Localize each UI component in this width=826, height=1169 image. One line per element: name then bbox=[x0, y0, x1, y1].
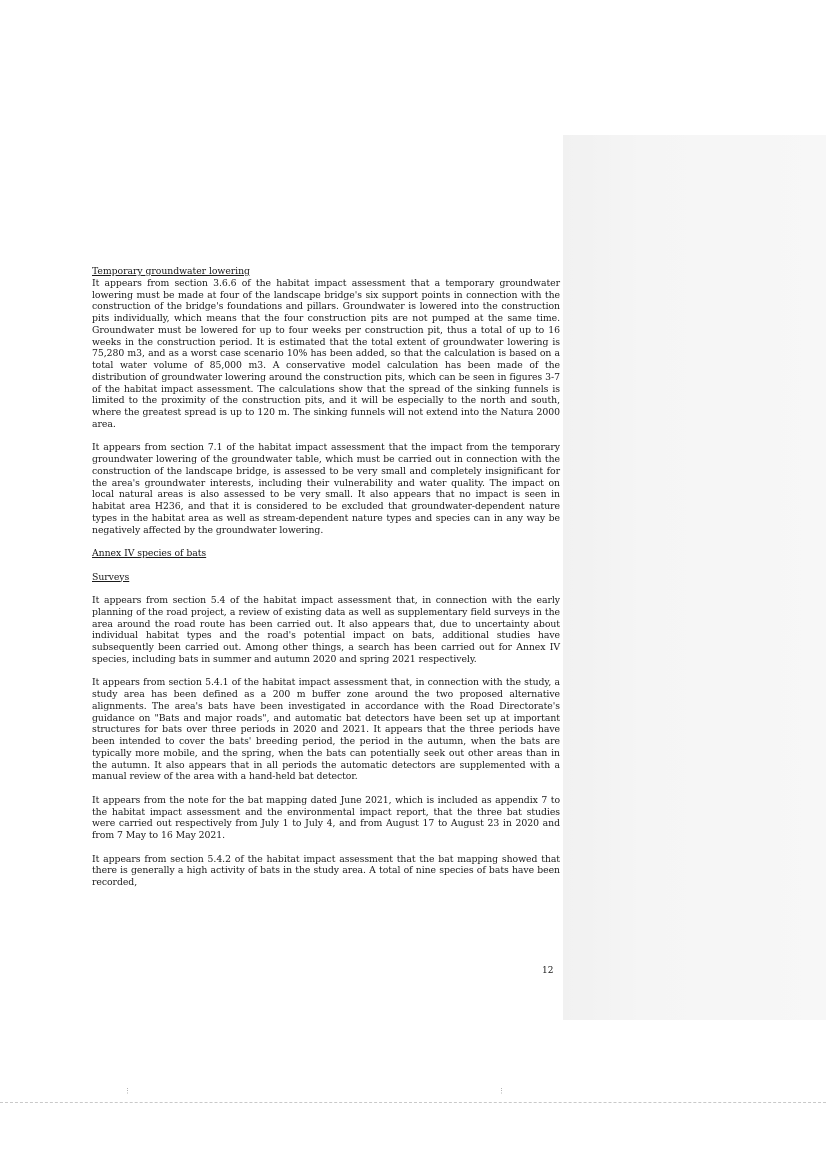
scan-artifact-line bbox=[0, 1102, 826, 1103]
paragraph: It appears from section 5.4.2 of the habitat impact assessment that the bat mapping showed that there is generally a high activity of bats in the study area. A total of nine species of bats have been recorded, bbox=[92, 853, 560, 888]
scan-artifact-mark: ⋮ bbox=[498, 1087, 505, 1095]
paragraph: It appears from section 7.1 of the habitat impact assessment that the impact from the temporary groundwater lowering of the groundwater table, which must be carried out in connection with the construction of the landscape bridge, is assessed to be very small and completely insignificant for the area's groundwater interests, including their vulnerability and water quality. The impact on local natural areas is also assessed to be very small. It also appears that no impact is seen in habitat area H236, and that it is considered to be excluded that groundwater-dependent nature types in the habitat area as well as stream-dependent nature types and species can in any way be negatively affected by the groundwater lowering. bbox=[92, 442, 560, 536]
paragraph: It appears from section 5.4.1 of the habitat impact assessment that, in connection with the study, a study area has been defined as a 200 m buffer zone around the two proposed alternative alignments. The area's bats have been investigated in accordance with the Road Directorate's guidance on "Bats and major roads", and automatic bat detectors have been set up at important structures for bats over three periods in 2020 and 2021. It appears that the three periods have been intended to cover the bats' breeding period, the period in the autumn, when the bats are typically more mobile, and the spring, when the bats can potentially seek out other areas than in the autumn. It also appears that in all periods the automatic detectors are supplemented with a manual review of the area with a hand-held bat detector. bbox=[92, 677, 560, 783]
subheading-surveys: Surveys bbox=[92, 571, 130, 583]
section-heading-bats: Annex IV species of bats bbox=[92, 548, 207, 559]
paragraph: It appears from section 5.4 of the habitat impact assessment that, in connection with the early planning of the road project, a review of existing data as well as supplementary field surveys in the area around the road route has been carried out. It also appears that, due to uncertainty about individual habitat types and the road's potential impact on bats, additional studies have subsequently been carried out. Among other things, a search has been carried out for Annex IV species, including bats in summer and autumn 2020 and spring 2021 respectively. bbox=[92, 595, 560, 665]
section-heading-groundwater: Temporary groundwater lowering bbox=[92, 266, 250, 277]
scan-shadow-area bbox=[563, 135, 826, 1020]
page-number: 12 bbox=[542, 966, 554, 976]
document-body bbox=[92, 266, 560, 901]
scan-artifact-mark: ⋮ bbox=[124, 1087, 131, 1095]
paragraph: It appears from section 3.6.6 of the habitat impact assessment that a temporary groundwater lowering must be made at four of the landscape bridge's six support points in connection with the construction of the bridge's foundations and pillars. Groundwater is lowered into the construction pits individually, which means that the four construction pits are not pumped at the same time. Groundwater must be lowered for up to four weeks per construction pit, thus a total of up to 16 weeks in the construction period. It is estimated that the total extent of groundwater lowering is 75,280 m3, and as a worst case scenario 10% has been added, so that the calculation is based on a total water volume of 85,000 m3. A conservative model calculation has been made of the distribution of groundwater lowering around the construction pits, which can be seen in figures 3-7 of the habitat impact assessment. The calculations show that the spread of the sinking funnels is limited to the proximity of the construction pits, and it will be especially to the north and south, where the greatest spread is up to 120 m. The sinking funnels will not extend into the Natura 2000 area. bbox=[92, 277, 560, 430]
paragraph: It appears from the note for the bat mapping dated June 2021, which is included as appendix 7 to the habitat impact assessment and the environmental impact report, that the three bat studies were carried out respectively from July 1 to July 4, and from August 17 to August 23 in 2020 and from 7 May to 16 May 2021. bbox=[92, 794, 560, 841]
